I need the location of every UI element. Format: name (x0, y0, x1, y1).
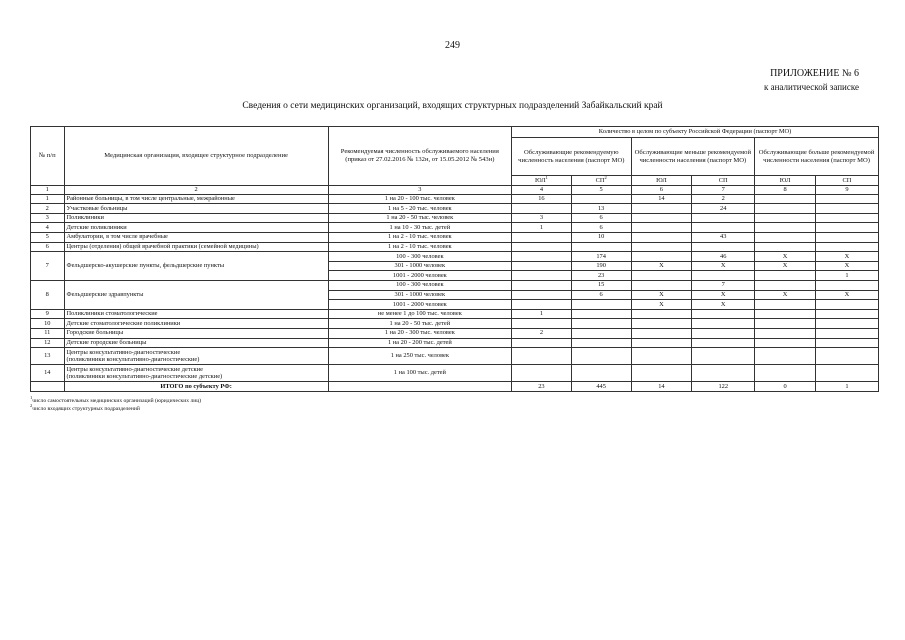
table-cell (692, 213, 755, 223)
table-cell: 23 (512, 382, 572, 392)
table-cell (631, 338, 692, 348)
table-row (31, 213, 879, 223)
table-cell (692, 328, 755, 338)
table-cell (512, 338, 572, 348)
table-cell (755, 348, 816, 365)
table-row (31, 194, 879, 204)
table-cell (815, 328, 878, 338)
table-cell: X (755, 290, 816, 300)
org-name: Детские городские больницы (64, 338, 328, 348)
header-sp: $СП^2$ (571, 176, 631, 186)
header-yul: ЮЛ (755, 176, 816, 186)
column-number: 9 (815, 186, 878, 195)
column-number: 1 (31, 186, 65, 195)
table-cell: 23 (571, 271, 631, 281)
header-total-group: Количество в целом по субъекту Российской Федерации (паспорт МО) (512, 127, 879, 138)
table-cell: 190 (571, 261, 631, 271)
recommended-count: 1 на 20 - 100 тыс. человек (328, 194, 511, 204)
table-cell (755, 232, 816, 242)
row-number: 12 (31, 338, 65, 348)
table-cell (755, 365, 816, 382)
recommended-count: 1 на 20 - 50 тыс. детей (328, 319, 511, 329)
table-cell (631, 252, 692, 262)
table-cell (631, 309, 692, 319)
table-cell: X (692, 300, 755, 310)
table-cell (815, 194, 878, 204)
row-number: 7 (31, 252, 65, 281)
table-cell (755, 204, 816, 214)
table-cell (692, 309, 755, 319)
org-name: Фельдшерские здравпункты (64, 280, 328, 309)
row-number: 1 (31, 194, 65, 204)
recommended-count: 1 на 100 тыс. детей (328, 365, 511, 382)
table-row (31, 242, 879, 252)
recommended-count: 100 - 300 человек (328, 280, 511, 290)
table-cell: 43 (692, 232, 755, 242)
document-title: Сведения о сети медицинских организаций, входящих структурных подразделений Забайкальский край (242, 101, 663, 111)
header-group-rec: Обслуживающие рекомендуемую численность населения (паспорт МО) (512, 138, 631, 176)
table-row (31, 186, 879, 195)
recommended-count (328, 382, 511, 392)
table-cell (755, 280, 816, 290)
recommended-count: 1 на 10 - 30 тыс. детей (328, 223, 511, 233)
org-name: Городские больницы (64, 328, 328, 338)
recommended-count: 301 - 1000 человек (328, 290, 511, 300)
org-name: Поликлиники (64, 213, 328, 223)
column-number: 7 (692, 186, 755, 195)
column-number: 8 (755, 186, 816, 195)
header-rec: Рекомендуемая численность обслуживаемого населения (приказ от 27.02.2016 № 132н, от 15.05.2012 № 543н) (328, 127, 511, 186)
recommended-count: 1 на 250 тыс. человек (328, 348, 511, 365)
recommended-count: 1 на 20 - 200 тыс. детей (328, 338, 511, 348)
table-cell: 16 (512, 194, 572, 204)
recommended-count: 1 на 2 - 10 тыс. человек (328, 232, 511, 242)
org-name-line: (поликлиники консультативно-диагностические) (66, 356, 200, 364)
org-name: Детские поликлиники (64, 223, 328, 233)
table-cell: X (692, 261, 755, 271)
table-cell (692, 348, 755, 365)
table-cell: X (692, 290, 755, 300)
table-cell (755, 319, 816, 329)
row-number: 14 (31, 365, 65, 382)
table-cell (631, 365, 692, 382)
table-cell: 10 (571, 232, 631, 242)
org-name: Фельдшерско-акушерские пункты, фельдшерские пункты (64, 252, 328, 281)
table-cell (571, 300, 631, 310)
recommended-count: 100 - 300 человек (328, 252, 511, 262)
table-cell (815, 348, 878, 365)
header-group-more: Обслуживающие больше рекомендуемой численности населения (паспорт МО) (755, 138, 879, 176)
header-org: Медицинская организация, входящее структурное подразделение (64, 127, 328, 186)
table-cell (755, 309, 816, 319)
header-group-less: Обслуживающие меньше рекомендуемой численности населения (паспорт МО) (631, 138, 755, 176)
table-cell (512, 242, 572, 252)
row-number (31, 382, 65, 392)
row-number: 3 (31, 213, 65, 223)
table-cell (571, 319, 631, 329)
row-number: 5 (31, 232, 65, 242)
table-cell (755, 194, 816, 204)
table-row (31, 328, 879, 338)
table-cell: X (815, 252, 878, 262)
table-cell (815, 204, 878, 214)
table-row (31, 348, 879, 365)
table-cell (571, 194, 631, 204)
org-name (64, 348, 328, 365)
table-cell (692, 223, 755, 233)
table-cell (815, 309, 878, 319)
table-row (31, 252, 879, 262)
table-cell: X (631, 261, 692, 271)
table-cell (512, 348, 572, 365)
table-cell: 3 (512, 213, 572, 223)
table-cell: 1 (815, 271, 878, 281)
table-cell: 46 (692, 252, 755, 262)
footnote-2: $^2$число входящих структурных подразделений (30, 403, 140, 412)
recommended-count: 1001 - 2000 человек (328, 271, 511, 281)
table-cell (512, 232, 572, 242)
table-cell: 6 (571, 290, 631, 300)
table-cell (692, 338, 755, 348)
table-cell (571, 348, 631, 365)
table-cell (755, 338, 816, 348)
table-cell (571, 338, 631, 348)
total-label: ИТОГО по субъекту РФ: (64, 382, 328, 392)
table-cell (815, 365, 878, 382)
table-cell (815, 319, 878, 329)
table-cell: 15 (571, 280, 631, 290)
org-name: Поликлиники стоматологические (64, 309, 328, 319)
footnote-1: $^1$число самостоятельных медицинских организаций (юридических лиц) (30, 395, 202, 404)
table-cell (512, 319, 572, 329)
table-cell (512, 300, 572, 310)
table-cell (755, 328, 816, 338)
row-number: 2 (31, 204, 65, 214)
table-cell: 122 (692, 382, 755, 392)
table-cell (512, 204, 572, 214)
table-cell (631, 223, 692, 233)
table-cell: 174 (571, 252, 631, 262)
column-number: 5 (571, 186, 631, 195)
column-number: 2 (64, 186, 328, 195)
table-cell (692, 242, 755, 252)
table-cell (815, 300, 878, 310)
table-cell (512, 271, 572, 281)
table-cell (815, 338, 878, 348)
table-cell (755, 223, 816, 233)
table-row (31, 382, 879, 392)
org-name-line: Центры консультативно-диагностические (66, 348, 181, 356)
table-cell (571, 328, 631, 338)
table-cell (692, 319, 755, 329)
table-cell: 13 (571, 204, 631, 214)
table-cell (631, 319, 692, 329)
row-number: 10 (31, 319, 65, 329)
table-cell (512, 280, 572, 290)
table-cell (815, 242, 878, 252)
table-cell: 24 (692, 204, 755, 214)
table-cell: X (631, 300, 692, 310)
org-name: Центры (отделения) общей врачебной практики (семейной медицины) (64, 242, 328, 252)
table-row (31, 204, 879, 214)
table-cell (692, 271, 755, 281)
table-row (31, 232, 879, 242)
table-cell (512, 261, 572, 271)
column-number: 6 (631, 186, 692, 195)
table-cell: 1 (512, 223, 572, 233)
table-cell (755, 271, 816, 281)
table-cell: 0 (755, 382, 816, 392)
row-number: 4 (31, 223, 65, 233)
table-cell (755, 242, 816, 252)
table-cell (815, 213, 878, 223)
table-row (31, 280, 879, 290)
table-cell: X (815, 261, 878, 271)
table-row (31, 319, 879, 329)
recommended-count: 1 на 5 - 20 тыс. человек (328, 204, 511, 214)
table-cell: 7 (692, 280, 755, 290)
header-yul: ЮЛ (631, 176, 692, 186)
recommended-count: 1001 - 2000 человек (328, 300, 511, 310)
org-name-line: Центры консультативно-диагностические детские (66, 365, 203, 373)
table-cell (755, 213, 816, 223)
org-name: Детские стоматологические поликлиники (64, 319, 328, 329)
table-row (31, 365, 879, 382)
table-cell (631, 280, 692, 290)
table-cell (631, 232, 692, 242)
table-cell (631, 328, 692, 338)
org-name: Участковые больницы (64, 204, 328, 214)
table-cell (512, 252, 572, 262)
org-name: Районные больницы, в том числе центральные, межрайонные (64, 194, 328, 204)
row-number: 8 (31, 280, 65, 309)
recommended-count: не менее 1 до 100 тыс. человек (328, 309, 511, 319)
table-cell (571, 242, 631, 252)
column-number: 3 (328, 186, 511, 195)
row-number: 13 (31, 348, 65, 365)
column-number: 4 (512, 186, 572, 195)
table-cell (815, 223, 878, 233)
table-cell: 1 (512, 309, 572, 319)
appendix-title: ПРИЛОЖЕНИЕ № 6 (770, 68, 859, 79)
table-cell: X (755, 252, 816, 262)
table-row (31, 309, 879, 319)
table-cell (631, 204, 692, 214)
header-sp: СП (815, 176, 878, 186)
table-cell (815, 280, 878, 290)
row-number: 11 (31, 328, 65, 338)
header-sp: СП (692, 176, 755, 186)
table-cell: X (755, 261, 816, 271)
table-cell (631, 271, 692, 281)
org-name-line: (поликлиники консультативно-диагностические детские) (66, 373, 223, 381)
table-cell (631, 348, 692, 365)
row-number: 9 (31, 309, 65, 319)
appendix-note: к аналитической записке (764, 82, 859, 92)
table-cell (631, 242, 692, 252)
table-row (31, 223, 879, 233)
medical-network-table (30, 126, 879, 392)
table-row (31, 338, 879, 348)
page-number: 249 (445, 40, 460, 51)
recommended-count: 1 на 2 - 10 тыс. человек (328, 242, 511, 252)
table-cell: 6 (571, 223, 631, 233)
table-cell: X (815, 290, 878, 300)
recommended-count: 301 - 1000 человек (328, 261, 511, 271)
table-cell: 1 (815, 382, 878, 392)
table-cell: 2 (512, 328, 572, 338)
recommended-count: 1 на 20 - 300 тыс. человек (328, 328, 511, 338)
table-cell (815, 232, 878, 242)
recommended-count: 1 на 20 - 50 тыс. человек (328, 213, 511, 223)
row-number: 6 (31, 242, 65, 252)
table-cell (571, 309, 631, 319)
table-cell: 6 (571, 213, 631, 223)
header-num: № п/п (31, 127, 65, 186)
table-cell (512, 290, 572, 300)
header-yul: $ЮЛ^1$ (512, 176, 572, 186)
table-cell: 14 (631, 194, 692, 204)
table-cell (571, 365, 631, 382)
table-cell (692, 365, 755, 382)
table-cell (631, 213, 692, 223)
org-name (64, 365, 328, 382)
table-cell: 2 (692, 194, 755, 204)
table-cell (512, 365, 572, 382)
table-cell (755, 300, 816, 310)
table-cell: X (631, 290, 692, 300)
table-cell: 445 (571, 382, 631, 392)
table-cell: 14 (631, 382, 692, 392)
org-name: Амбулатории, в том числе врачебные (64, 232, 328, 242)
